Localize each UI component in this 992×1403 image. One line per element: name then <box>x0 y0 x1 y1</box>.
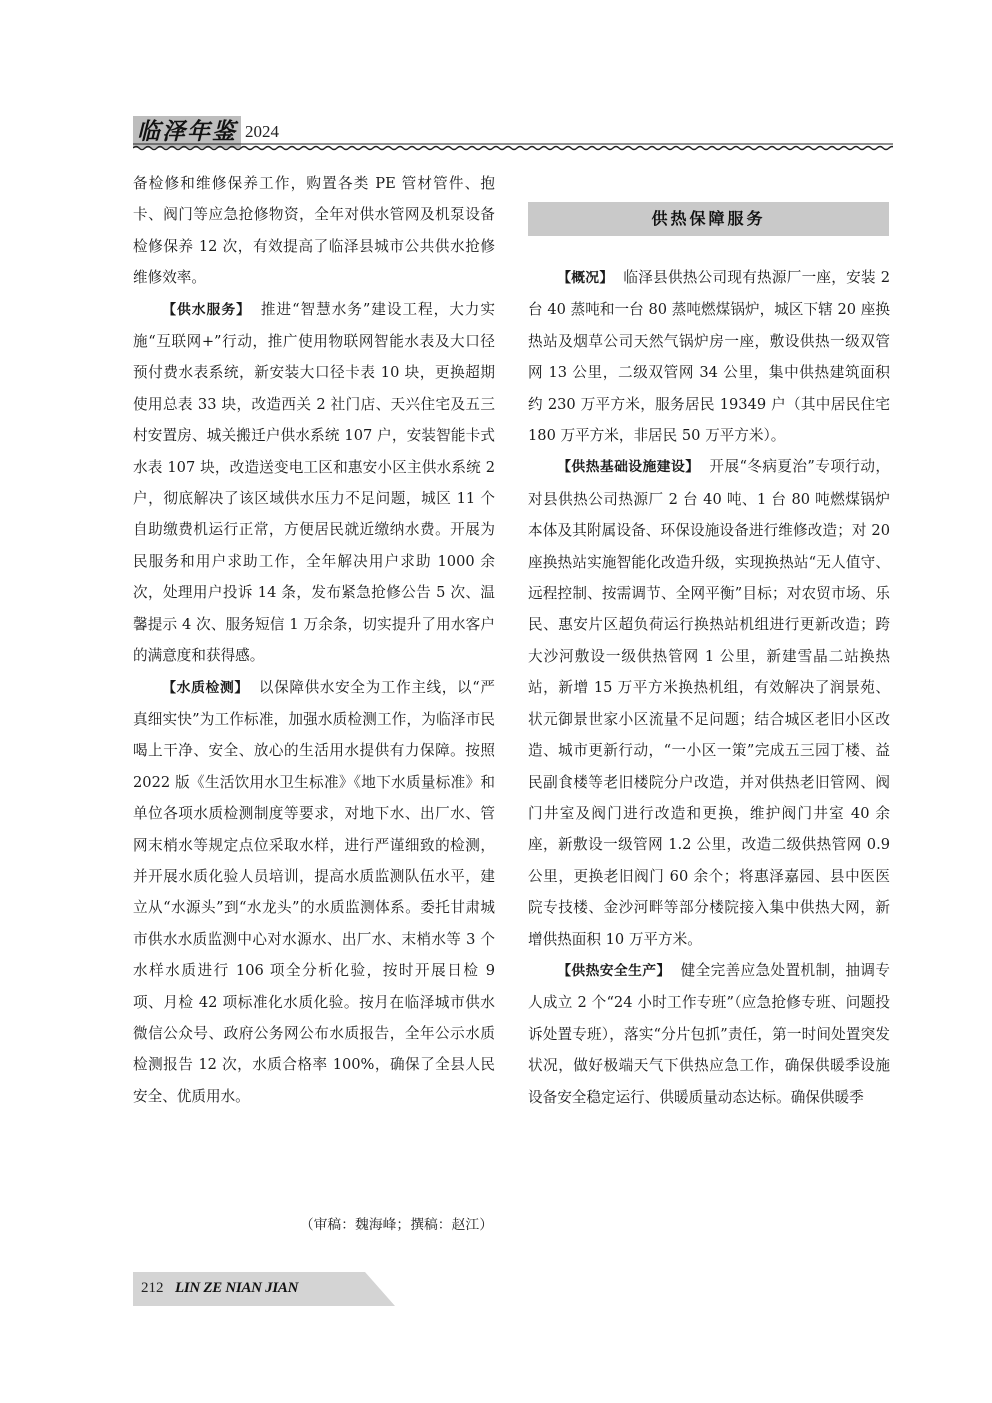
paragraph-heating-safety <box>528 955 890 1113</box>
paragraph-intro: 备检修和维修保养工作，购置各类 PE 管材管件、抱卡、阀门等应急抢修物资，全年对供水管网及机泵设备检修保养 12 次，有效提高了临泽县城市公共供水抢修维修效率。 <box>133 175 495 287</box>
editor-credit: （审稿：魏海峰；撰稿：赵江） <box>299 1217 493 1233</box>
paragraph-heating-infrastructure <box>528 451 890 955</box>
heading-water-quality: 【水质检测】 <box>162 679 249 696</box>
paragraph-overview <box>528 262 890 451</box>
heating-infrastructure-text: 开展“冬病夏治”专项行动，对县供热公司热源厂 2 台 40 吨、1 台 80 吨燃煤锅炉本体及其附属设备、环保设施设备进行维修改造；对 20 座换热站实施智能化改造升级，实现换热站“无人值守、远程控制、按需调节、全网平衡”目标；对农贸市场、乐民、惠安片区超负荷运行换热站机组进行更新改造；跨大沙河敷设一级供热管网 1 公里，新建雪晶二站换热站，新增 15 万平方米换热机组，有效解决了润景苑、状元御景世家小区流量不足问题；结合城区老旧小区改造、城市更新行动，“一小区一策”完成五三园丁楼、益民副食楼等老旧楼院分户改造，并对供热老旧管网、阀门井室及阀门进行改造和更换，维护阀门井室 40 余座，新敷设一级管网 1.2 公里，改造二级供热管网 0.9 公里，更换老旧阀门 60 余个；将惠泽嘉园、县中医医院专技楼、金沙河畔等部分楼院接入集中供热大网，新增供热面积 10 万平方米。 <box>528 458 890 948</box>
wavy-rule <box>133 143 893 151</box>
heading-heating-infrastructure: 【供热基础设施建设】 <box>557 459 700 476</box>
journal-name: LIN ZE NIAN JIAN <box>175 1280 299 1296</box>
paragraph-water-supply-service <box>133 294 495 672</box>
heading-heating-safety: 【供热安全生产】 <box>557 962 671 979</box>
left-column <box>133 168 495 1112</box>
water-quality-text: 以保障供水安全为工作主线，以“严真细实快”为工作标准，加强水质检测工作，为临泽市民喝上干净、安全、放心的生活用水提供有力保障。按照 2022 版《生活饮用水卫生标准》《地下水质量标准》和单位各项水质检测制度等要求，对地下水、出厂水、管网末梢水等规定点位采取水样，进行严谨细致的检测，并开展水质化验人员培训，提高水质监测队伍水平，建立从“水源头”到“水龙头”的水质监测体系。委托甘肃城市供水水质监测中心对水源水、出厂水、末梢水等 3 个水样水质进行 106 项全分析化验，按时开展日检 9 项、月检 42 项标准化水质化验。按月在临泽城市供水微信公众号、政府公务网公布水质报告，全年公示水质检测报告 12 次，水质合格率 100%，确保了全县人民安全、优质用水。 <box>133 678 495 1105</box>
heating-safety-text: 健全完善应急处置机制，抽调专人成立 2 个“24 小时工作专班”（应急抢修专班、问题投诉处置专班），落实“分片包抓”责任，第一时间处置突发状况，做好极端天气下供热应急工作，确保供暖季设施设备安全稳定运行、供暖质量动态达标。确保供暖季 <box>528 961 890 1106</box>
heading-water-supply-service: 【供水服务】 <box>162 301 251 318</box>
right-column <box>528 262 890 1113</box>
overview-text: 临泽县供热公司现有热源厂一座，安装 2 台 40 蒸吨和一台 80 蒸吨燃煤锅炉，城区下辖 20 座换热站及烟草公司天然气锅炉房一座，敷设供热一级双管网 13 公里，二级双管网 34 公里，集中供热建筑面积约 230 万平方米，服务居民 19349 户（其中居民住宅 180 万平方米，非居民 50 万平方米）。 <box>528 269 891 445</box>
page-number: 212 <box>141 1280 164 1296</box>
section-title-bar: 供热保障服务 <box>528 202 889 236</box>
water-supply-service-text: 推进“智慧水务”建设工程，大力实施“互联网+”行动，推广使用物联网智能水表及大口径预付费水表系统，新安装大口径卡表 10 块，更换超期使用总表 33 块，改造西关 2 社门店、天兴住宅及五三村安置房、城关搬迁户供水系统 107 户，安装智能卡式水表 107 块，改造送变电工区和惠安小区主供水系统 2 户，彻底解决了该区域供水压力不足问题，城区 11 个自助缴费机运行正常，方便居民就近缴纳水费。开展为民服务和用户求助工作，全年解决用户求助 1000 余次，处理用户投诉 14 条，发布紧急抢修公告 5 次、温馨提示 4 次、服务短信 1 万余条，切实提升了用水客户的满意度和获得感。 <box>133 300 495 665</box>
running-footer <box>133 1272 395 1306</box>
yearbook-title: 临泽年鉴 <box>133 116 241 148</box>
yearbook-year: 2024 <box>245 122 279 141</box>
heading-overview: 【概况】 <box>557 270 614 286</box>
paragraph-water-quality <box>133 672 495 1113</box>
running-header <box>133 110 893 154</box>
